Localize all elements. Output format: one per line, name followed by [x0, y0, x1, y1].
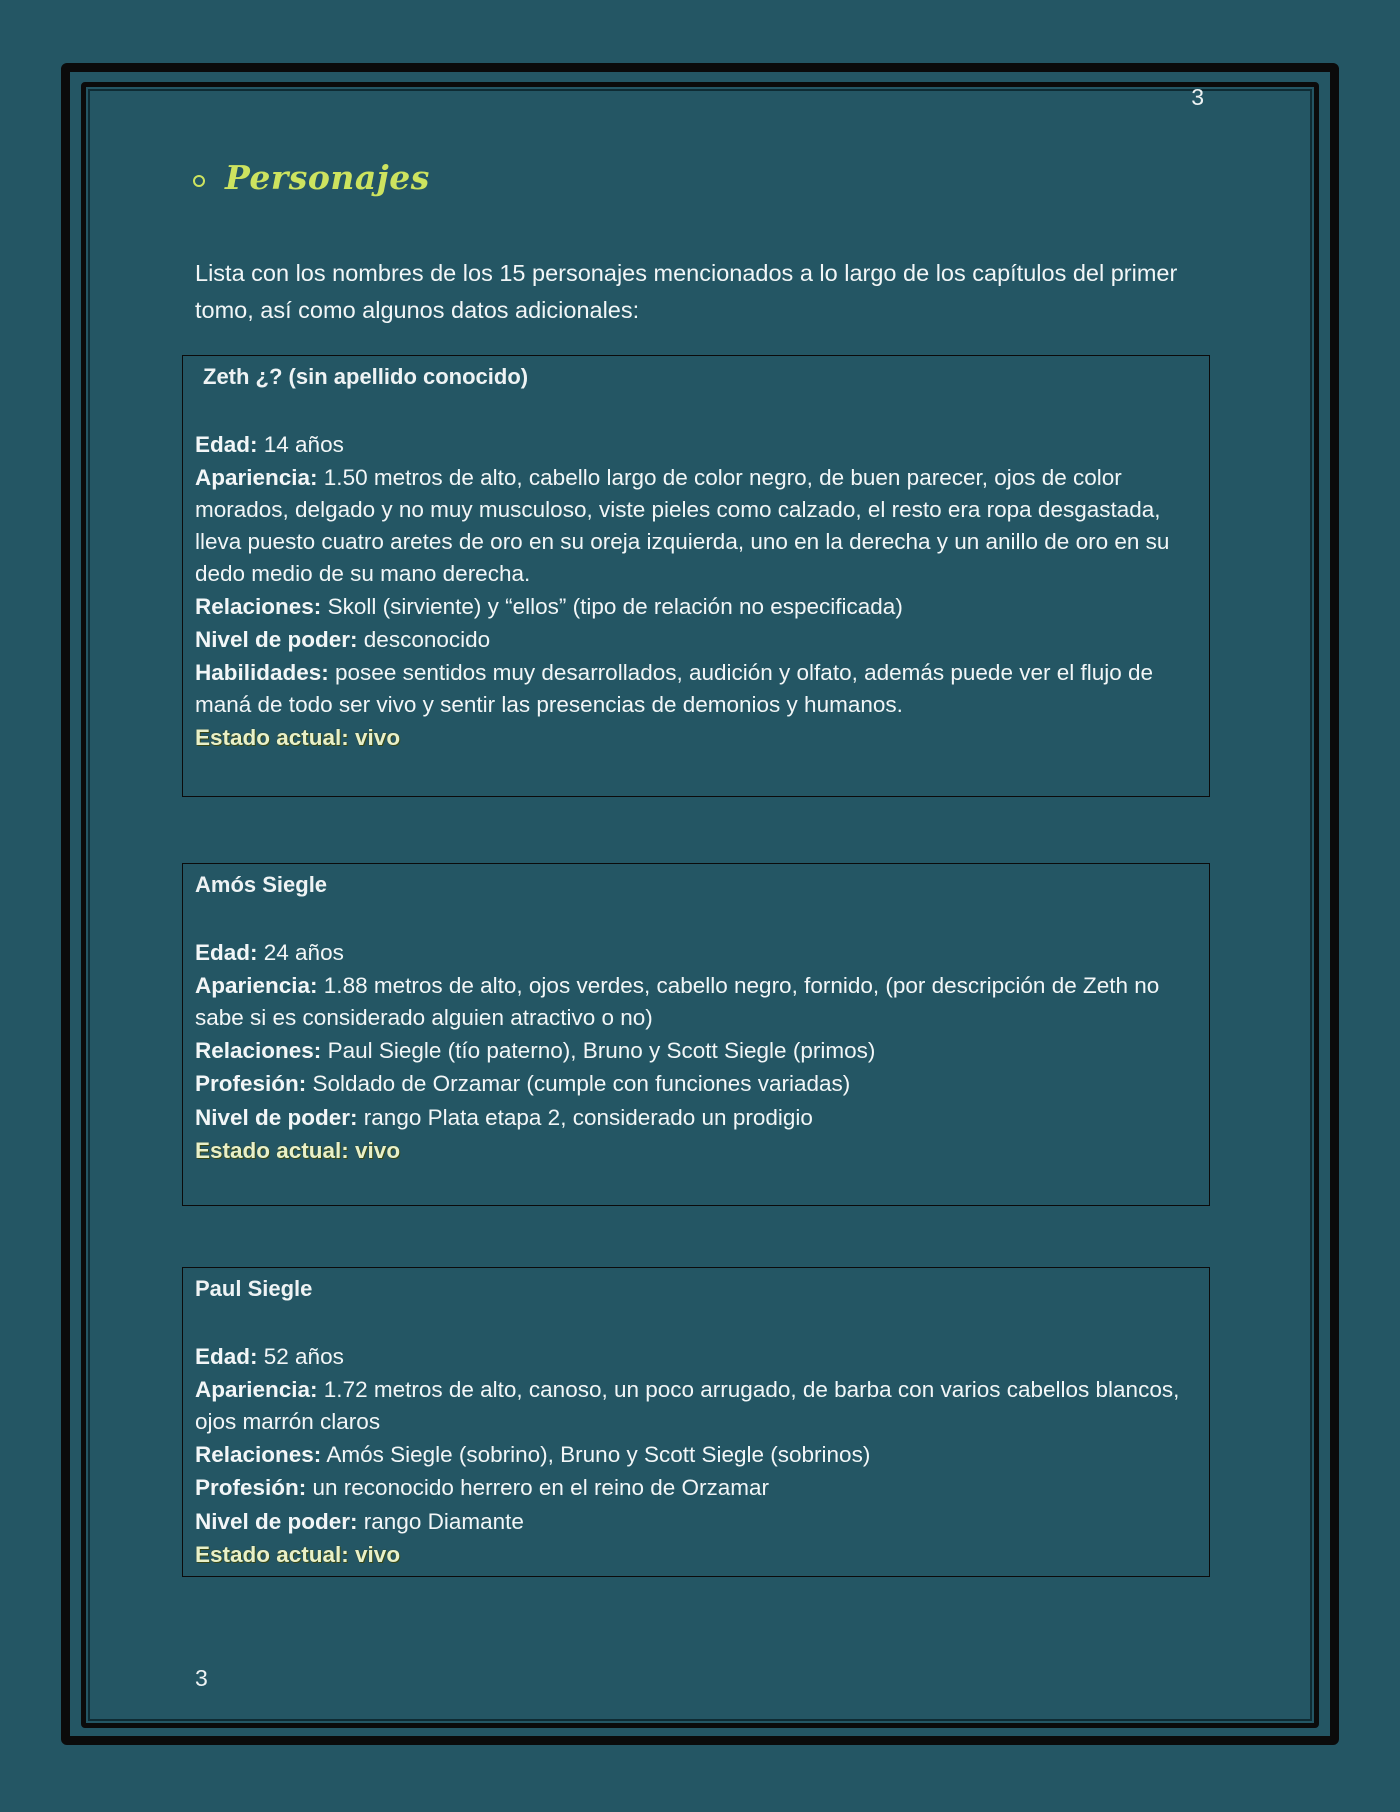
field-label: Edad: — [195, 1344, 258, 1369]
field-power-level — [195, 1505, 1197, 1539]
circle-bullet-icon — [193, 175, 205, 187]
field-relations — [195, 1034, 1197, 1068]
field-value: Paul Siegle (tío paterno), Bruno y Scott Siegle (primos) — [321, 1037, 876, 1063]
field-label: Nivel de poder: — [195, 627, 358, 652]
field-power-level — [195, 623, 1197, 657]
field-label: Profesión: — [195, 1475, 307, 1500]
field-value: Skoll (sirviente) y “ellos” (tipo de relación no especificada) — [321, 593, 903, 619]
field-profession — [195, 1067, 1197, 1101]
field-label: Relaciones: — [195, 593, 322, 619]
character-card-zeth — [182, 355, 1210, 797]
field-abilities — [195, 657, 1197, 721]
field-label: Apariencia: — [195, 972, 318, 998]
field-relations — [195, 1438, 1197, 1472]
field-label: Relaciones: — [195, 1441, 322, 1467]
field-value: Amós Siegle (sobrino), Bruno y Scott Siegle (sobrinos) — [321, 1441, 871, 1467]
field-age — [195, 1340, 1197, 1374]
character-name: Amós Siegle — [195, 872, 328, 897]
section-title: Personajes — [225, 158, 430, 197]
field-label: Apariencia: — [195, 464, 318, 490]
field-label: Nivel de poder: — [195, 1104, 358, 1130]
field-profession — [195, 1471, 1197, 1505]
field-relations — [195, 590, 1197, 624]
character-name: Zeth ¿? (sin apellido conocido) — [203, 364, 529, 389]
page-number-bottom: 3 — [195, 1665, 208, 1691]
character-card-amos — [182, 863, 1210, 1206]
field-value: 14 años — [257, 432, 344, 457]
field-appearance — [195, 462, 1197, 590]
character-name: Paul Siegle — [195, 1276, 313, 1301]
field-value: posee sentidos muy desarrollados, audición y olfato, además puede ver el flujo de maná de todo ser vivo y sentir las presencias de demonios y humanos. — [195, 659, 1154, 717]
field-label: Edad: — [195, 940, 258, 965]
field-value: 1.72 metros de alto, canoso, un poco arrugado, de barba con varios cabellos blancos, ojos marrón claros — [195, 1376, 1180, 1434]
page-number-top: 3 — [1191, 84, 1204, 110]
field-value: 1.50 metros de alto, cabello largo de color negro, de buen parecer, ojos de color morados, delgado y no muy musculoso, viste pieles como calzado, el resto era ropa desgastada, lleva puesto cuatro aretes de oro en su oreja izquierda, uno en la derecha y un anillo de oro en su dedo medio de su mano derecha. — [195, 464, 1170, 586]
field-label: Nivel de poder: — [195, 1508, 358, 1534]
status-label: Estado actual: vivo — [195, 724, 401, 750]
field-label: Apariencia: — [195, 1376, 318, 1402]
field-value: 52 años — [257, 1344, 344, 1369]
status-label: Estado actual: vivo — [195, 1542, 401, 1567]
field-value: Soldado de Orzamar (cumple con funciones variadas) — [306, 1071, 851, 1096]
field-label: Habilidades: — [195, 659, 329, 685]
field-label: Edad: — [195, 432, 258, 457]
field-value: rango Diamante — [357, 1508, 524, 1534]
field-label: Profesión: — [195, 1071, 307, 1096]
status-label: Estado actual: vivo — [195, 1138, 401, 1163]
intro-paragraph: Lista con los nombres de los 15 personajes mencionados a lo largo de los capítulos del primer tomo, así como algunos datos adicionales: — [195, 260, 1178, 323]
section-heading — [193, 158, 430, 197]
field-appearance — [195, 1374, 1197, 1438]
field-value: desconocido — [357, 627, 491, 652]
field-value: 24 años — [257, 940, 344, 965]
field-appearance — [195, 970, 1197, 1034]
field-age — [195, 936, 1197, 970]
field-value: rango Plata etapa 2, considerado un prodigio — [357, 1104, 813, 1130]
field-power-level — [195, 1101, 1197, 1135]
field-value: un reconocido herrero en el reino de Orzamar — [306, 1475, 770, 1500]
field-label: Relaciones: — [195, 1037, 322, 1063]
field-age — [195, 428, 1197, 462]
character-card-paul — [182, 1267, 1210, 1577]
field-value: 1.88 metros de alto, ojos verdes, cabello negro, fornido, (por descripción de Zeth no sabe si es considerado alguien atractivo o no) — [195, 972, 1160, 1030]
